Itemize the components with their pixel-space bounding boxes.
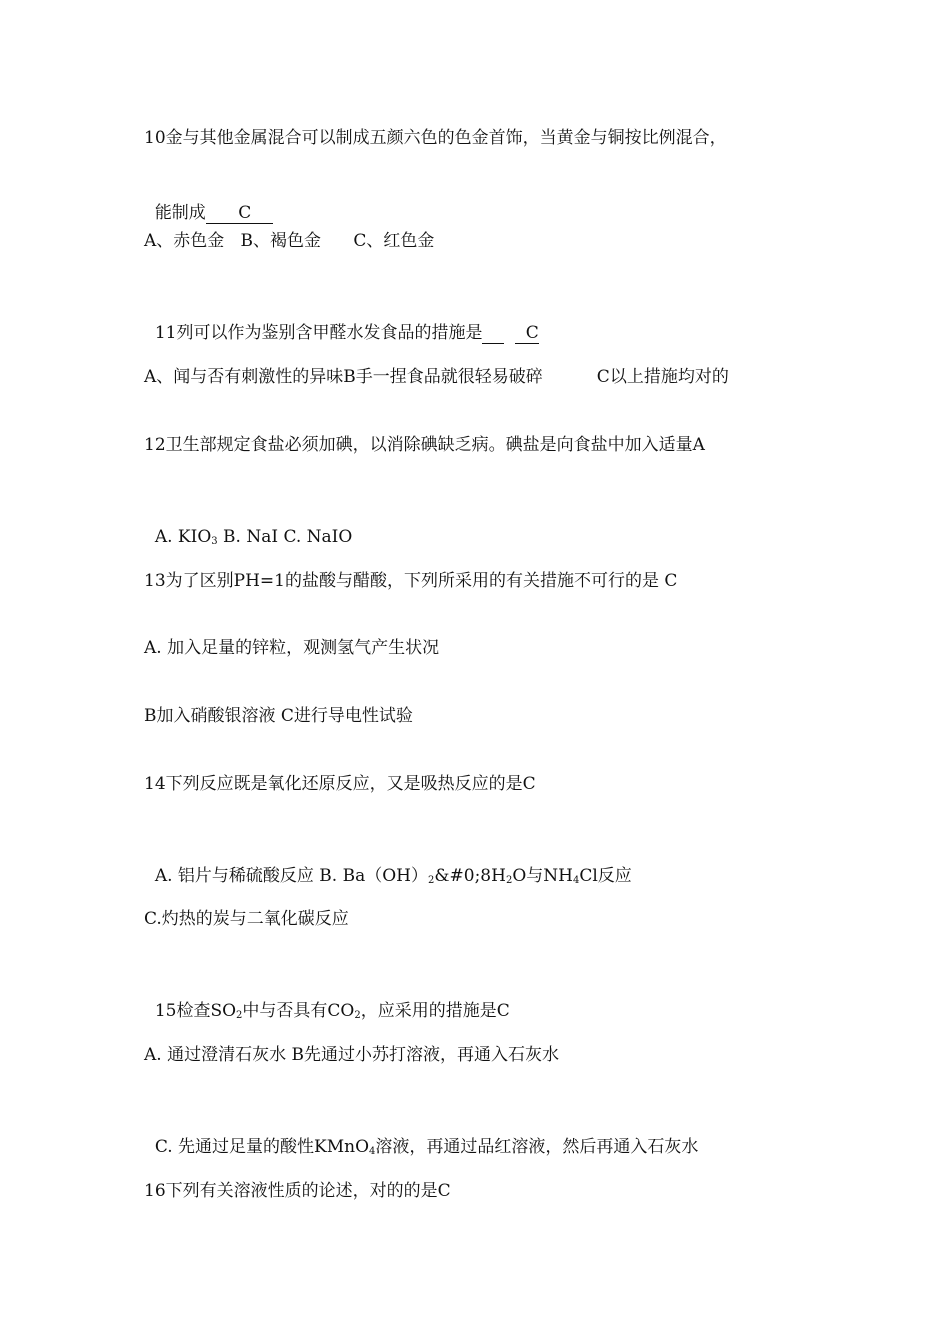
question-12-options xyxy=(144,501,352,549)
question-13-option-bc: B加入硝酸银溶液 C进行导电性试验 xyxy=(144,706,413,726)
question-14-option-text: &#0;8H xyxy=(434,866,506,886)
question-11-options: A、闻与否有刺激性的异味B手一捏食品就很轻易破碎 C以上措施均对的 xyxy=(144,367,729,387)
question-14-option-text: Cl反应 xyxy=(579,866,632,886)
subscript: 4 xyxy=(369,1146,376,1157)
subscript: 2 xyxy=(505,875,513,886)
question-14-stem: 14下列反应既是氧化还原反应，又是吸热反应的是C xyxy=(144,774,536,794)
question-10-stem: 10金与其他金属混合可以制成五颜六色的色金首饰，当黄金与铜按比例混合， xyxy=(144,128,727,148)
question-12-option-rest: B. NaI C. NaIO xyxy=(217,527,353,547)
question-13-stem: 13为了区别PH=1的盐酸与醋酸，下列所采用的有关措施不可行的是 C xyxy=(144,571,678,591)
question-11-blank xyxy=(482,323,504,344)
subscript: 2 xyxy=(236,1010,243,1021)
question-10-stem-line2 xyxy=(144,177,273,225)
question-10-options: A、赤色金 B、褐色金 C、红色金 xyxy=(144,231,435,251)
subscript: 4 xyxy=(572,875,580,886)
question-15-text: 中与否具有CO xyxy=(242,1001,355,1021)
question-14-option-c: C.灼热的炭与二氧化碳反应 xyxy=(144,909,349,929)
question-10-answer-blank: C xyxy=(205,203,273,223)
question-15-text: 15检查SO xyxy=(154,1001,237,1021)
question-10-prefix: 能制成 xyxy=(154,203,206,223)
subscript: 2 xyxy=(428,875,435,886)
question-15-options-ab: A. 通过澄清石灰水 B先通过小苏打溶液，再通入石灰水 xyxy=(144,1045,559,1065)
subscript: 3 xyxy=(211,536,218,547)
question-11-answer-blank: C xyxy=(514,323,539,343)
question-15-stem xyxy=(144,975,510,1023)
question-12-option-a: A. KIO xyxy=(154,527,212,547)
question-14-option-text: O与NH xyxy=(512,866,573,886)
question-14-option-text: A. 铝片与稀硫酸反应 B. Ba（OH） xyxy=(154,866,428,886)
question-15-option-c xyxy=(144,1111,698,1159)
question-15-option-text: C. 先通过足量的酸性KMnO xyxy=(154,1137,370,1157)
question-12-stem: 12卫生部规定食盐必须加碘，以消除碘缺乏病。碘盐是向食盐中加入适量A xyxy=(144,435,705,455)
question-11-stem xyxy=(144,297,539,345)
question-14-options-ab xyxy=(144,840,632,888)
subscript: 2 xyxy=(354,1010,361,1021)
question-15-text: ，应采用的措施是C xyxy=(360,1001,510,1021)
question-15-option-text: 溶液，再通过品红溶液，然后再通入石灰水 xyxy=(375,1137,699,1157)
question-16-stem: 16下列有关溶液性质的论述，对的的是C xyxy=(144,1181,451,1201)
question-13-option-a: A. 加入足量的锌粒，观测氢气产生状况 xyxy=(144,638,440,658)
question-11-prefix: 11列可以作为鉴别含甲醛水发食品的措施是 xyxy=(154,323,483,343)
